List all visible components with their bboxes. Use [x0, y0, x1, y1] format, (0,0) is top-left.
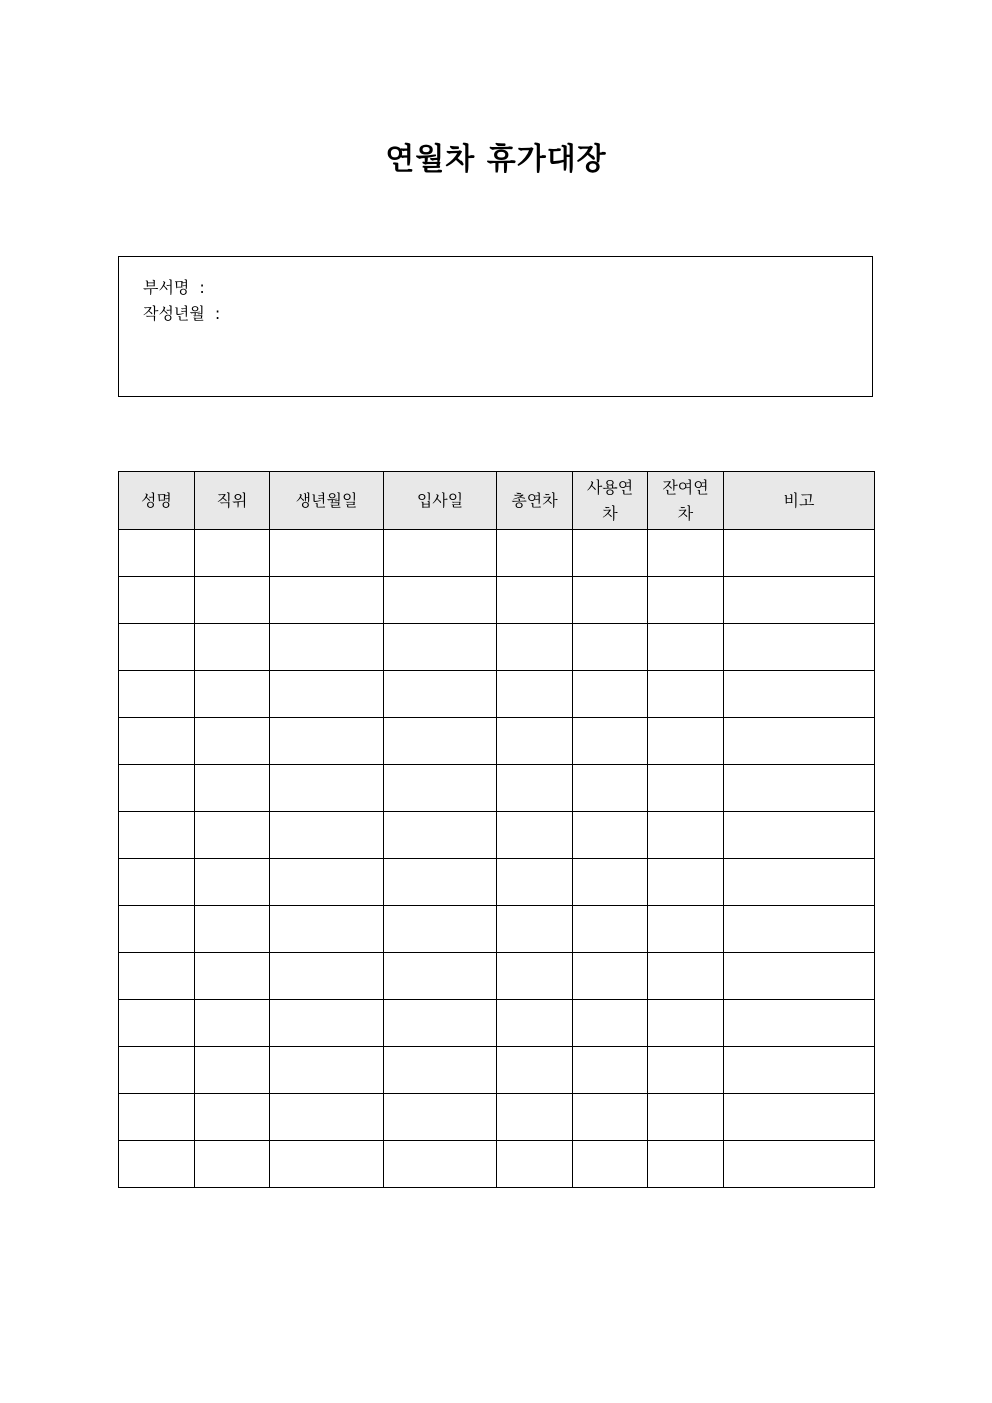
table-cell[interactable]	[195, 765, 270, 812]
table-cell[interactable]	[497, 1141, 573, 1188]
header-name: 성명	[119, 472, 195, 530]
table-cell[interactable]	[195, 577, 270, 624]
table-cell[interactable]	[195, 624, 270, 671]
table-cell[interactable]	[195, 718, 270, 765]
table-cell[interactable]	[270, 812, 384, 859]
header-remaining-leave: 잔여연차	[648, 472, 724, 530]
table-cell[interactable]	[195, 1000, 270, 1047]
table-cell[interactable]	[573, 1094, 648, 1141]
table-cell[interactable]	[497, 530, 573, 577]
table-cell[interactable]	[648, 812, 724, 859]
table-cell[interactable]	[573, 1047, 648, 1094]
table-cell[interactable]	[270, 1141, 384, 1188]
table-row	[119, 671, 875, 718]
header-position: 직위	[195, 472, 270, 530]
table-cell[interactable]	[648, 1047, 724, 1094]
table-cell[interactable]	[384, 671, 497, 718]
ledger-body	[119, 530, 875, 1188]
table-row	[119, 1047, 875, 1094]
table-cell[interactable]	[195, 1141, 270, 1188]
table-cell[interactable]	[573, 812, 648, 859]
table-cell[interactable]	[384, 906, 497, 953]
table-cell[interactable]	[724, 671, 875, 718]
table-cell[interactable]	[270, 906, 384, 953]
table-cell[interactable]	[270, 859, 384, 906]
table-cell[interactable]	[270, 624, 384, 671]
table-cell[interactable]	[724, 1000, 875, 1047]
table-row	[119, 812, 875, 859]
header-used-leave: 사용연차	[573, 472, 648, 530]
table-cell[interactable]	[648, 1000, 724, 1047]
table-cell[interactable]	[648, 671, 724, 718]
table-cell[interactable]	[270, 1094, 384, 1141]
table-cell[interactable]	[119, 765, 195, 812]
table-cell[interactable]	[724, 812, 875, 859]
table-cell[interactable]	[119, 624, 195, 671]
table-cell[interactable]	[384, 765, 497, 812]
table-cell[interactable]	[573, 671, 648, 718]
table-cell[interactable]	[724, 1047, 875, 1094]
table-cell[interactable]	[119, 718, 195, 765]
table-cell[interactable]	[497, 812, 573, 859]
table-cell[interactable]	[648, 624, 724, 671]
table-cell[interactable]	[497, 624, 573, 671]
date-line	[143, 304, 220, 324]
table-cell[interactable]	[384, 1094, 497, 1141]
document-title: 연월차 휴가대장	[385, 142, 607, 177]
table-cell[interactable]	[724, 1141, 875, 1188]
table-cell[interactable]	[119, 1094, 195, 1141]
table-cell[interactable]	[724, 1094, 875, 1141]
table-cell[interactable]	[573, 1141, 648, 1188]
table-cell[interactable]	[119, 1141, 195, 1188]
table-cell[interactable]	[384, 530, 497, 577]
table-cell[interactable]	[195, 859, 270, 906]
table-cell[interactable]	[497, 1047, 573, 1094]
table-cell[interactable]	[724, 530, 875, 577]
table-cell[interactable]	[648, 765, 724, 812]
table-cell[interactable]	[195, 671, 270, 718]
table-cell[interactable]	[573, 906, 648, 953]
table-cell[interactable]	[195, 1094, 270, 1141]
table-cell[interactable]	[648, 577, 724, 624]
info-box	[118, 256, 873, 397]
table-cell[interactable]	[724, 624, 875, 671]
table-cell[interactable]	[384, 953, 497, 1000]
table-row	[119, 624, 875, 671]
table-cell[interactable]	[573, 1000, 648, 1047]
table-cell[interactable]	[119, 577, 195, 624]
table-row	[119, 718, 875, 765]
table-cell[interactable]	[195, 953, 270, 1000]
table-cell[interactable]	[497, 953, 573, 1000]
table-cell[interactable]	[195, 812, 270, 859]
table-cell[interactable]	[384, 718, 497, 765]
table-cell[interactable]	[119, 671, 195, 718]
table-cell[interactable]	[119, 530, 195, 577]
table-cell[interactable]	[497, 906, 573, 953]
table-row	[119, 577, 875, 624]
table-cell[interactable]	[497, 1094, 573, 1141]
table-cell[interactable]	[573, 859, 648, 906]
table-cell[interactable]	[384, 812, 497, 859]
table-cell[interactable]	[648, 530, 724, 577]
table-cell[interactable]	[573, 530, 648, 577]
table-cell[interactable]	[119, 812, 195, 859]
header-remarks: 비고	[724, 472, 875, 530]
table-cell[interactable]	[497, 859, 573, 906]
table-row	[119, 953, 875, 1000]
table-cell[interactable]	[648, 1094, 724, 1141]
table-cell[interactable]	[119, 906, 195, 953]
table-cell[interactable]	[119, 1047, 195, 1094]
table-cell[interactable]	[497, 577, 573, 624]
table-cell[interactable]	[648, 906, 724, 953]
table-cell[interactable]	[195, 530, 270, 577]
table-cell[interactable]	[270, 530, 384, 577]
table-row	[119, 1000, 875, 1047]
date-label: 작성년월	[143, 304, 205, 323]
table-row	[119, 765, 875, 812]
table-cell[interactable]	[384, 1047, 497, 1094]
table-cell[interactable]	[573, 718, 648, 765]
table-cell[interactable]	[724, 765, 875, 812]
header-hire-date: 입사일	[384, 472, 497, 530]
table-cell[interactable]	[270, 577, 384, 624]
table-row	[119, 1141, 875, 1188]
table-cell[interactable]	[573, 577, 648, 624]
table-cell[interactable]	[195, 906, 270, 953]
table-cell[interactable]	[384, 624, 497, 671]
leave-ledger-table	[118, 471, 875, 1188]
department-label: 부서명	[143, 278, 190, 297]
table-cell[interactable]	[648, 953, 724, 1000]
table-cell[interactable]	[648, 1141, 724, 1188]
table-cell[interactable]	[119, 953, 195, 1000]
table-cell[interactable]	[497, 765, 573, 812]
table-row	[119, 530, 875, 577]
header-row	[119, 472, 875, 530]
table-cell[interactable]	[384, 1141, 497, 1188]
table-cell[interactable]	[724, 859, 875, 906]
table-cell[interactable]	[724, 718, 875, 765]
table-cell[interactable]	[497, 1000, 573, 1047]
table-cell[interactable]	[648, 859, 724, 906]
table-cell[interactable]	[384, 577, 497, 624]
table-cell[interactable]	[497, 671, 573, 718]
table-cell[interactable]	[270, 671, 384, 718]
table-cell[interactable]	[573, 953, 648, 1000]
table-cell[interactable]	[119, 859, 195, 906]
table-row	[119, 859, 875, 906]
table-cell[interactable]	[270, 765, 384, 812]
table-cell[interactable]	[384, 1000, 497, 1047]
table-cell[interactable]	[724, 577, 875, 624]
table-cell[interactable]	[384, 859, 497, 906]
table-cell[interactable]	[195, 1047, 270, 1094]
table-cell[interactable]	[270, 718, 384, 765]
header-birthdate: 생년월일	[270, 472, 384, 530]
table-row	[119, 906, 875, 953]
table-cell[interactable]	[573, 765, 648, 812]
table-cell[interactable]	[270, 953, 384, 1000]
department-line	[143, 278, 205, 298]
header-total-leave: 총연차	[497, 472, 573, 530]
table-cell[interactable]	[724, 953, 875, 1000]
department-colon: :	[199, 278, 205, 297]
table-cell[interactable]	[270, 1047, 384, 1094]
table-cell[interactable]	[724, 906, 875, 953]
table-cell[interactable]	[648, 718, 724, 765]
table-cell[interactable]	[497, 718, 573, 765]
table-cell[interactable]	[573, 624, 648, 671]
table-cell[interactable]	[270, 1000, 384, 1047]
date-colon: :	[214, 304, 221, 323]
table-cell[interactable]	[119, 1000, 195, 1047]
table-row	[119, 1094, 875, 1141]
